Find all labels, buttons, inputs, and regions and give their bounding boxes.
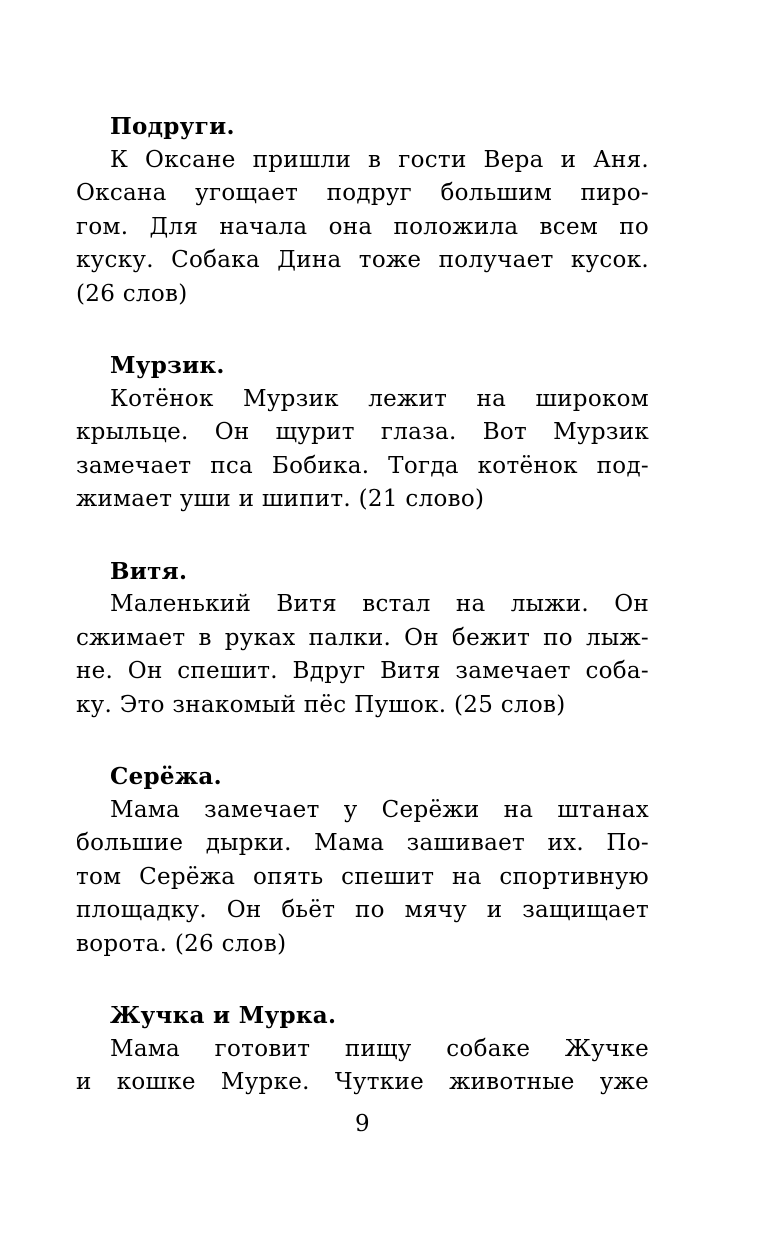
text-line: К Оксане пришли в гости Вера и Аня.	[110, 146, 649, 173]
text-section-zhuchka-i-murka	[76, 999, 649, 1100]
section-title: Витя.	[110, 557, 188, 585]
text-line: жимает уши и шипит. (21 слово)	[76, 486, 485, 512]
section-title: Серёжа.	[110, 763, 222, 790]
text-line: сжимает в руках палки. Он бежит по лыж-	[76, 624, 649, 651]
text-line: Оксана угощает подруг большим пиро-	[76, 180, 649, 206]
section-title: Жучка и Мурка.	[110, 1002, 337, 1029]
text-line: Маленький Витя встал на лыжи. Он	[110, 591, 649, 617]
text-line: крыльце. Он щурит глаза. Вот Мурзик	[76, 419, 649, 445]
page-content	[76, 110, 649, 1100]
section-title: Мурзик.	[110, 352, 225, 379]
page-number: 9	[355, 1111, 370, 1137]
text-line: замечает пса Бобика. Тогда котёнок под-	[76, 452, 649, 479]
text-section-murzik	[76, 349, 649, 517]
text-section-vitya	[76, 555, 649, 723]
text-line: Мама готовит пищу собаке Жучке	[110, 1035, 649, 1062]
text-line: не. Он спешит. Вдруг Витя замечает соба-	[76, 658, 649, 684]
text-line: и кошке Мурке. Чуткие животные уже	[76, 1069, 649, 1095]
word-count: (26 слов)	[76, 280, 188, 307]
text-line: Мама замечает у Серёжи на штанах	[110, 796, 649, 823]
text-line: Котёнок Мурзик лежит на широком	[110, 385, 649, 412]
text-line: площадку. Он бьёт по мячу и защищает	[76, 897, 649, 923]
text-line: ку. Это знакомый пёс Пушок. (25 слов)	[76, 691, 566, 718]
section-title: Подруги.	[110, 113, 235, 140]
text-line: гом. Для начала она положила всем по	[76, 213, 649, 240]
text-section-seryozha	[76, 760, 649, 961]
text-line: том Серёжа опять спешит на спортивную	[76, 863, 649, 890]
text-line: ворота. (26 слов)	[76, 930, 287, 957]
text-line: куску. Собака Дина тоже получает кусок.	[76, 247, 649, 273]
text-line: большие дырки. Мама зашивает их. По-	[76, 830, 649, 856]
text-section-podrugi	[76, 110, 649, 311]
